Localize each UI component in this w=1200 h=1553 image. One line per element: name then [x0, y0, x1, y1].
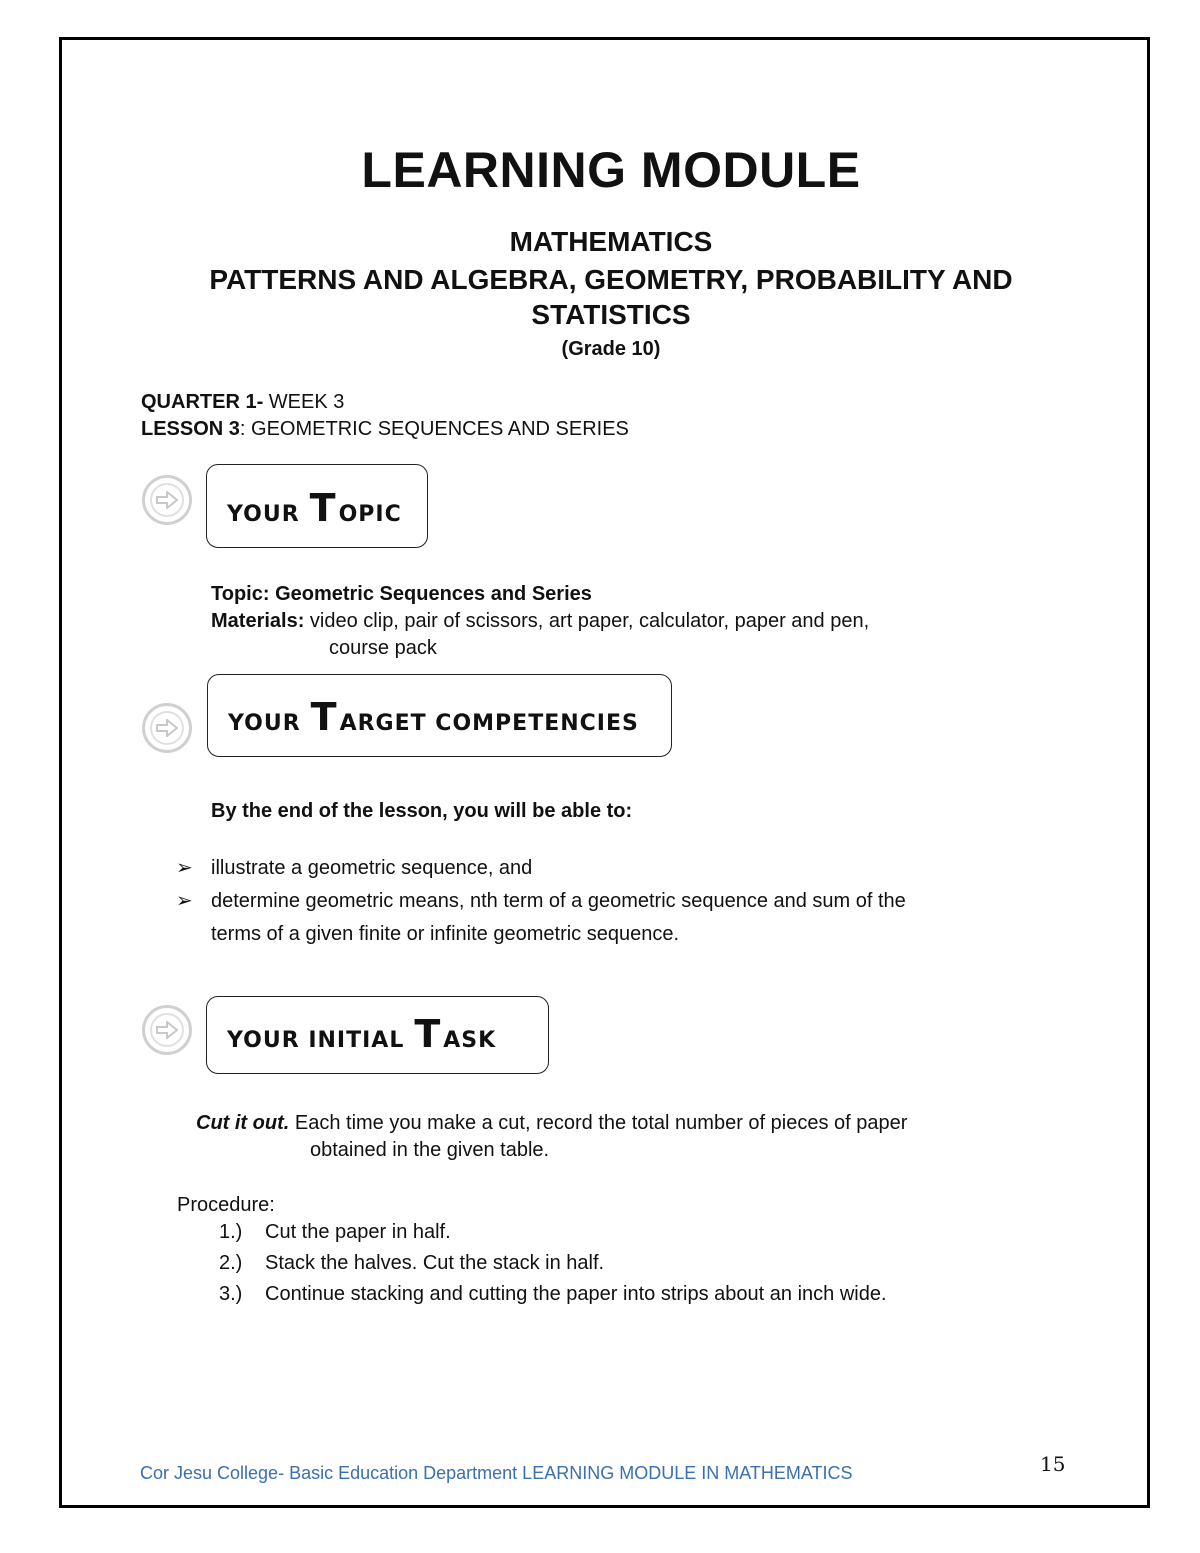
- task-instruction-text: Each time you make a cut, record the total number of pieces of paper: [289, 1112, 908, 1134]
- procedure-step-number: 1.): [219, 1221, 243, 1243]
- procedure-step-number: 3.): [219, 1283, 243, 1305]
- task-instruction-line-2: obtained in the given table.: [310, 1139, 550, 1161]
- arrow-circle-icon: [142, 1005, 192, 1055]
- task-instruction: [196, 1110, 907, 1137]
- section-header-cap: T: [310, 695, 338, 739]
- materials-line: [211, 608, 869, 635]
- module-title: LEARNING MODULE: [361, 142, 861, 198]
- section-header-rest: ASK: [443, 1028, 497, 1053]
- lesson-line: [141, 418, 629, 441]
- grade-label: (Grade 10): [561, 338, 661, 360]
- competency-item: determine geometric means, nth term of a geometric sequence and sum of the: [211, 890, 906, 912]
- section-header-rest: OPIC: [338, 502, 402, 527]
- competency-item-continued: terms of a given finite or infinite geometric sequence.: [211, 923, 680, 945]
- arrow-circle-icon: [142, 475, 192, 525]
- materials-label: Materials:: [211, 610, 305, 632]
- quarter-label: QUARTER 1-: [141, 391, 264, 413]
- procedure-step: Cut the paper in half.: [265, 1221, 451, 1243]
- arrow-bullet-icon: ➢: [176, 890, 193, 912]
- quarter-line: [141, 391, 344, 414]
- strand-heading-line2: STATISTICS: [531, 299, 691, 330]
- procedure-step-number: 2.): [219, 1252, 243, 1274]
- procedure-step: Continue stacking and cutting the paper into strips about an inch wide.: [265, 1283, 887, 1305]
- strand-heading-line1: PATTERNS AND ALGEBRA, GEOMETRY, PROBABILITY AND: [209, 264, 1013, 295]
- procedure-label: Procedure:: [177, 1194, 275, 1216]
- materials-text: video clip, pair of scissors, art paper, calculator, paper and pen,: [304, 610, 870, 632]
- page-number: 15: [1040, 1452, 1066, 1476]
- procedure-step: Stack the halves. Cut the stack in half.: [265, 1252, 605, 1274]
- materials-line-2: course pack: [329, 637, 437, 659]
- section-header-cap: T: [414, 1012, 442, 1056]
- topic-line: Topic: Geometric Sequences and Series: [211, 583, 592, 605]
- footer-text: Cor Jesu College- Basic Education Department LEARNING MODULE IN MATHEMATICS: [140, 1463, 853, 1483]
- section-header-pre: YOUR: [227, 502, 300, 527]
- section-header-rest: ARGET COMPETENCIES: [339, 711, 639, 736]
- section-header-pre: YOUR INITIAL: [227, 1028, 405, 1053]
- competency-item: illustrate a geometric sequence, and: [211, 857, 533, 879]
- lesson-value: : GEOMETRIC SEQUENCES AND SERIES: [239, 418, 629, 440]
- subject-heading: MATHEMATICS: [509, 226, 713, 257]
- lesson-label: LESSON 3: [141, 418, 240, 440]
- section-header-cap: T: [309, 486, 337, 530]
- section-header-your-topic: [206, 464, 428, 548]
- section-header-target-competencies: [207, 674, 672, 757]
- arrow-bullet-icon: ➢: [176, 857, 193, 879]
- quarter-value: WEEK 3: [263, 391, 345, 413]
- section-header-initial-task: [206, 996, 549, 1074]
- arrow-circle-icon: [142, 703, 192, 753]
- task-lead: Cut it out.: [196, 1112, 290, 1134]
- section-header-pre: YOUR: [228, 711, 301, 736]
- competencies-intro: By the end of the lesson, you will be able to:: [211, 800, 633, 822]
